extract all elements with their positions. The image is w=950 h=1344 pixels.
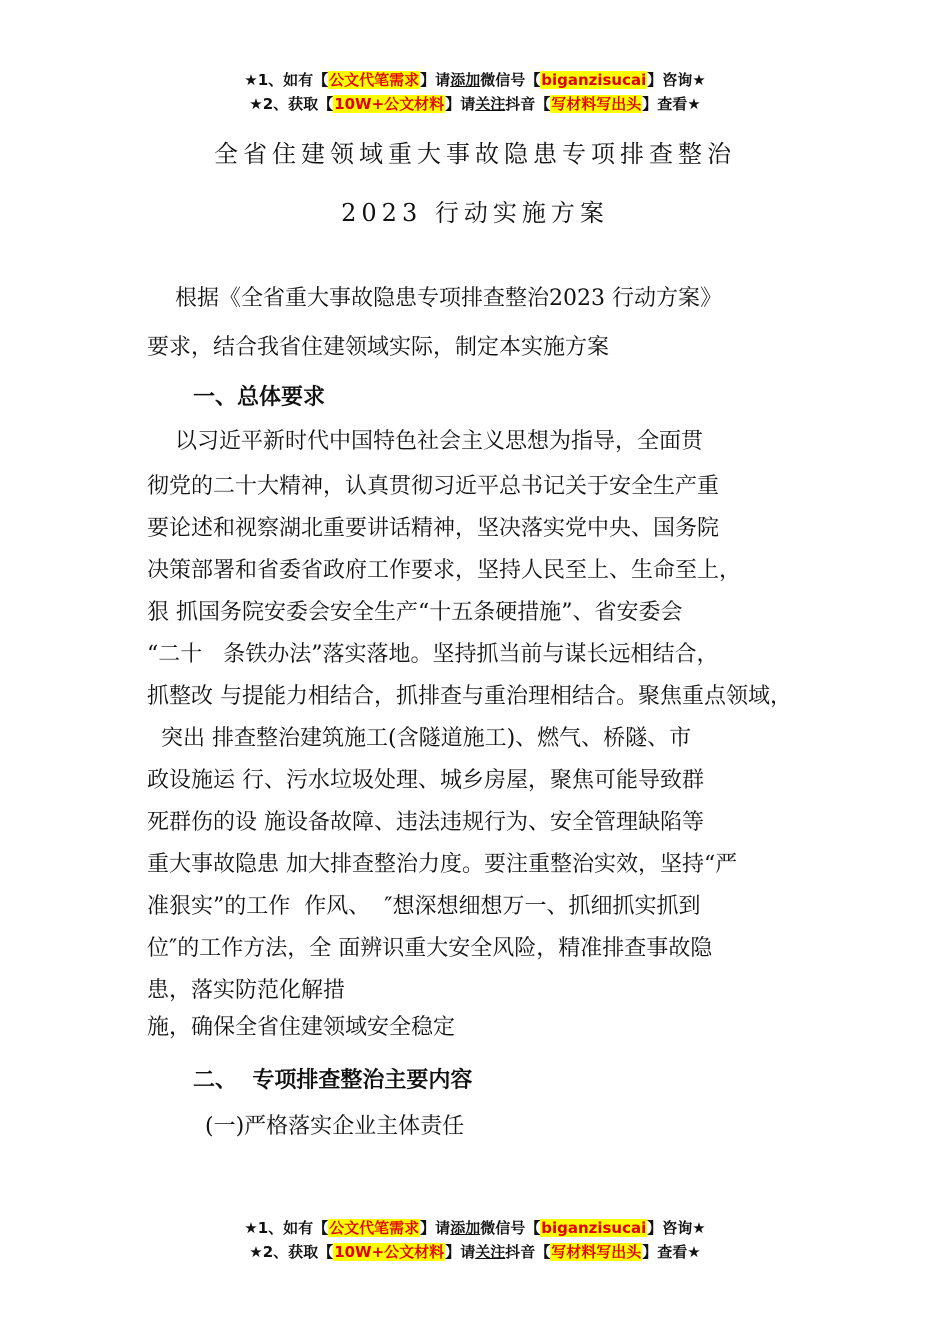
banner-underlined: 添加 bbox=[450, 71, 481, 89]
banner-text: 微信号【 bbox=[480, 71, 541, 89]
banner-line-1 bbox=[0, 68, 950, 92]
banner-highlight: 10W+公文材料 bbox=[334, 95, 445, 113]
intro-line: 根据《全省重大事故隐患专项排查整治2023 行动方案》 bbox=[147, 286, 722, 311]
banner-highlight: 公文代笔需求 bbox=[329, 71, 420, 89]
intro-line: 要求，结合我省住建领域实际，制定本实施方案 bbox=[147, 335, 610, 360]
banner-text: ★2、获取【 bbox=[249, 1243, 334, 1261]
paragraph-line: 以习近平新时代中国特色社会主义思想为指导，全面贯 bbox=[147, 429, 703, 454]
banner-line-2 bbox=[0, 1240, 950, 1264]
banner-text: ★2、获取【 bbox=[249, 95, 334, 113]
banner-text: 抖音【 bbox=[505, 95, 551, 113]
document-title-line-1: 全省住建领域重大事故隐患专项排查整治 bbox=[214, 140, 736, 168]
banner-text: 抖音【 bbox=[505, 1243, 551, 1261]
banner-highlight: 10W+公文材料 bbox=[334, 1243, 445, 1261]
subsection-heading: (一)严格落实企业主体责任 bbox=[205, 1114, 465, 1139]
banner-underlined: 关注 bbox=[475, 1243, 506, 1261]
paragraph-line: “二十 条铁办法”落实落地。坚持抓当前与谋长远相结合， bbox=[147, 642, 719, 667]
banner-highlight: 公文代笔需求 bbox=[329, 1219, 420, 1237]
paragraph-line: 突出 排查整治建筑施工(含隧道施工)、燃气、桥隧、市 bbox=[147, 726, 692, 751]
paragraph-line: 彻党的二十大精神，认真贯彻习近平总书记关于安全生产重 bbox=[147, 474, 720, 499]
banner-text: 】咨询★ bbox=[647, 1219, 706, 1237]
paragraph-line: 准狠实”的工作 作风、 ″想深想细想万一、抓细抓实抓到 bbox=[147, 894, 701, 919]
banner-underlined: 关注 bbox=[475, 95, 506, 113]
top-banner bbox=[0, 68, 950, 116]
paragraph-line: 位″的工作方法，全 面辨识重大安全风险，精准排查事故隐 bbox=[147, 936, 713, 961]
paragraph-line: 政设施运 行、污水垃圾处理、城乡房屋，聚焦可能导致群 bbox=[147, 768, 704, 793]
banner-wechat-id: biganzisucai bbox=[541, 1219, 647, 1237]
paragraph-line: 要论述和视察湖北重要讲话精神，坚决落实党中央、国务院 bbox=[147, 516, 720, 541]
banner-text: 】请 bbox=[445, 1243, 476, 1261]
banner-text: 微信号【 bbox=[480, 1219, 541, 1237]
banner-text: 】咨询★ bbox=[647, 71, 706, 89]
paragraph-line: 重大事故隐患 加大排查整治力度。要注重整治实效，坚持“严 bbox=[147, 852, 738, 877]
paragraph-line: 抓整改 与提能力相结合，抓排查与重治理相结合。聚焦重点领域， bbox=[147, 684, 792, 709]
banner-text: ★1、如有【 bbox=[244, 71, 329, 89]
section-heading-2: 二、 专项排查整治主要内容 bbox=[193, 1068, 473, 1093]
banner-text: ★1、如有【 bbox=[244, 1219, 329, 1237]
document-title-line-2: 2023 行动实施方案 bbox=[341, 199, 609, 227]
paragraph-line: 患，落实防范化解措 bbox=[147, 978, 346, 1003]
paragraph-line: 死群伤的设 施设备故障、违法违规行为、安全管理缺陷等 bbox=[147, 810, 704, 835]
banner-douyin-id: 写材料写出头 bbox=[551, 1243, 642, 1261]
bottom-banner bbox=[0, 1216, 950, 1264]
section-heading-1: 一、总体要求 bbox=[193, 385, 326, 410]
banner-text: 】请 bbox=[420, 71, 451, 89]
paragraph-line: 决策部署和省委省政府工作要求，坚持人民至上、生命至上， bbox=[147, 558, 742, 583]
banner-text: 】请 bbox=[445, 95, 476, 113]
banner-text: 】查看★ bbox=[642, 1243, 701, 1261]
banner-line-1 bbox=[0, 1216, 950, 1240]
paragraph-line: 狠 抓国务院安委会安全生产“十五条硬措施”、省安委会 bbox=[147, 600, 683, 625]
banner-wechat-id: biganzisucai bbox=[541, 71, 647, 89]
banner-douyin-id: 写材料写出头 bbox=[551, 95, 642, 113]
banner-underlined: 添加 bbox=[450, 1219, 481, 1237]
banner-text: 】请 bbox=[420, 1219, 451, 1237]
banner-text: 】查看★ bbox=[642, 95, 701, 113]
banner-line-2 bbox=[0, 92, 950, 116]
paragraph-line: 施，确保全省住建领域安全稳定 bbox=[147, 1015, 456, 1040]
